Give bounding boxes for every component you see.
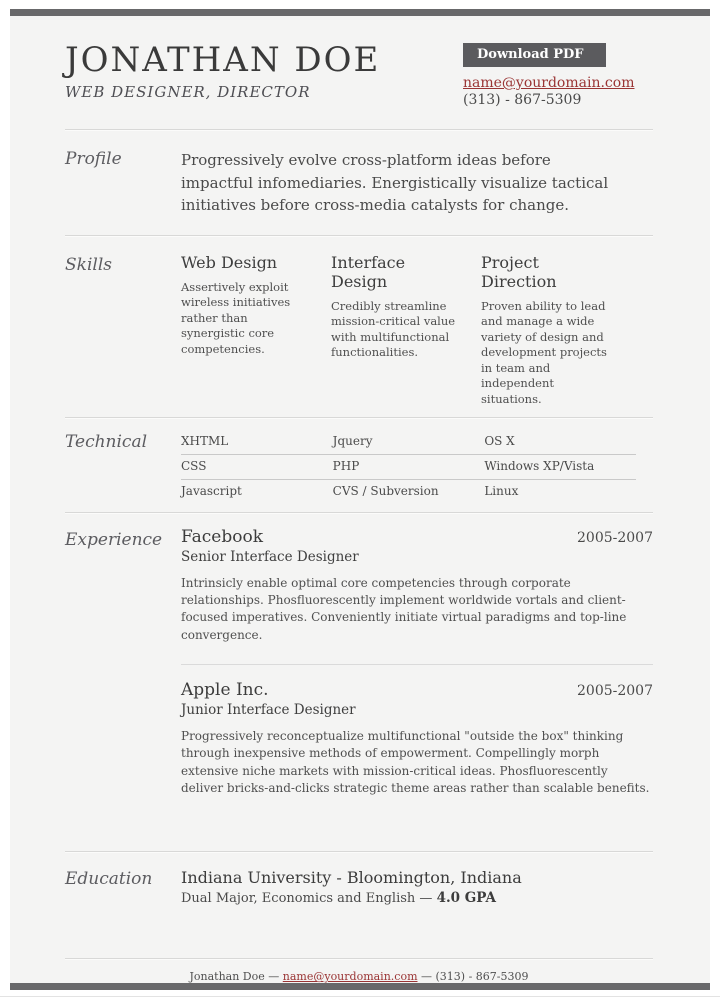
profile-text: Progressively evolve cross-platform ideas before impactful infomediaries. Energistically visualize tactical initiatives before cross-media catalysts for change. [181,151,609,214]
tech-skill-cell: Jquery [333,430,485,455]
job-description: Intrinsicly enable optimal core competencies through corporate relationships. Phosfluorescently implement worldwide vortals and client-focused imperatives. Conveniently initiate virtual paradigms and top-line convergence. [181,575,627,642]
section-skills [65,237,653,418]
section-label-education: Education [65,869,153,890]
skill-title: Project Direction [481,252,557,291]
header [65,16,653,129]
skill-title: Interface Design [331,252,406,291]
job-identity [181,681,356,718]
top-accent-bar [10,9,710,16]
job-title: Junior Interface Designer [181,701,356,718]
phone-number: (313) - 867-5309 [463,92,582,108]
skill-description: Assertively exploit wireless initiatives rather than synergistic core competencies. [181,279,291,356]
education-degree [181,890,653,906]
technical-skills-table [181,430,636,504]
table-row [181,480,636,505]
job-header [181,528,653,565]
section-label-profile: Profile [65,149,122,169]
tech-skill-cell: CVS / Subversion [332,484,439,499]
table-row [181,430,636,455]
experience-content [181,528,653,797]
education-school: Indiana University - Bloomington, Indiana [181,868,522,888]
section-profile [65,131,653,235]
tech-skill-cell: Linux [484,484,519,499]
tech-skill-cell: XHTML [181,430,333,455]
job-company: Facebook [181,527,264,548]
section-label-experience: Experience [65,530,163,551]
technical-content [181,430,653,504]
resume-page [10,16,710,983]
footer-phone: (313) - 867-5309 [435,970,529,984]
footer [65,960,653,983]
section-label-skills: Skills [65,254,112,275]
tech-skill-cell: PHP [333,455,485,480]
job-title: Senior Interface Designer [181,548,359,565]
skill-description: Credibly streamline mission-critical value with multifunctional functionalities. [331,298,456,360]
job-header [181,681,653,718]
page-title: JONATHAN DOE [65,40,381,80]
tech-skill-cell: Javascript [181,484,242,499]
skill-description: Proven ability to lead and manage a wide variety of design and development projects in team and independent situations. [481,298,607,406]
skill-column-interface-design [331,253,462,408]
job-description: Progressively reconceptualize multifunctional "outside the box" thinking through inexpensive methods of empowerment. Compellingly morph extensive niche markets with mission-critical ideas. Phosfluorescently deliver bricks-and-clicks strategic theme areas rather than scalable benefits. [181,728,650,795]
section-education [65,853,653,958]
tech-skill-cell: Windows XP/Vista [484,455,636,480]
profile-content [181,147,653,217]
job-dates: 2005-2007 [577,530,653,547]
footer-separator: — [268,970,280,984]
footer-name: Jonathan Doe [189,970,265,984]
section-experience [65,514,653,851]
job-company: Apple Inc. [181,680,269,701]
footer-separator: — [421,970,432,984]
job-dates: 2005-2007 [577,683,653,700]
skills-columns [181,253,653,408]
education-content [181,867,653,906]
section-technical [65,419,653,512]
download-pdf-button[interactable]: Download PDF [463,43,606,67]
skill-column-web-design [181,253,312,408]
skill-column-project-direction [481,253,612,408]
bottom-accent-bar [10,983,710,990]
contact-block [463,41,653,108]
entry-divider [181,664,653,665]
section-label-technical: Technical [65,432,148,453]
bottom-edge [0,990,720,997]
footer-email-link[interactable]: name@yourdomain.com [282,970,418,984]
job-identity [181,528,359,565]
tech-skill-cell: CSS [181,455,333,480]
table-row [181,455,636,480]
education-degree-text: Dual Major, Economics and English — [181,891,433,907]
skill-title: Web Design [181,252,278,272]
email-link[interactable]: name@yourdomain.com [463,75,635,91]
identity-block [65,41,380,108]
experience-entry-facebook [181,528,653,644]
tagline: WEB DESIGNER, DIRECTOR [65,83,311,102]
tech-skill-cell: OS X [484,430,636,455]
education-gpa: 4.0 GPA [436,890,496,907]
experience-entry-apple [181,681,653,797]
